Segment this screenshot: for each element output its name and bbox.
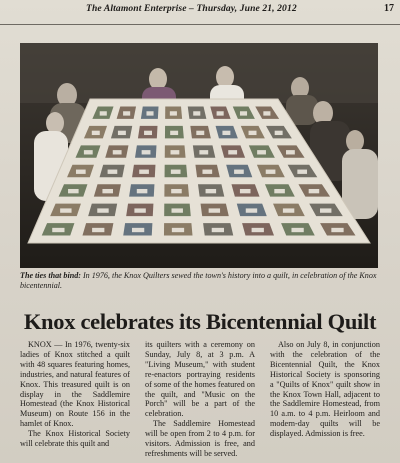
quilt-square-house	[171, 150, 180, 154]
quilt-square-house	[144, 131, 152, 135]
quilt-square-house	[52, 228, 64, 232]
caption-lead: The ties that bind:	[20, 271, 81, 280]
quilt-square-house	[309, 189, 320, 193]
quilt-square-house	[113, 150, 122, 154]
quilt-square-house	[60, 208, 71, 212]
quilt-square-house	[171, 189, 182, 193]
quilt-square-house	[257, 150, 266, 154]
quilt-square-house	[217, 111, 224, 115]
quilt-square-house	[234, 170, 244, 174]
quilt-square-house	[240, 111, 247, 115]
quilt-square-house	[137, 189, 148, 193]
quilt-square-house	[84, 150, 93, 154]
quilt-square-house	[263, 111, 270, 115]
quilt-square-house	[172, 208, 183, 212]
quilt-square-house	[142, 150, 151, 154]
quilt-square-house	[100, 111, 107, 115]
quilt-square-house	[108, 170, 118, 174]
article-headline: Knox celebrates its Bicentennial Quilt	[23, 309, 377, 334]
quilt-square-house	[212, 228, 224, 232]
quilt-square-house	[274, 189, 285, 193]
quilt-square-house	[170, 131, 178, 135]
quilt-square-house	[102, 189, 113, 193]
quilt-square-house	[246, 208, 257, 212]
quilt-square-house	[123, 111, 130, 115]
quilt-square-house	[68, 189, 79, 193]
quilt-square-house	[193, 111, 200, 115]
quilt-square-house	[139, 170, 149, 174]
quilt-square-house	[118, 131, 126, 135]
quilt-square-house	[170, 111, 177, 115]
quilt-square-house	[331, 228, 343, 232]
quilt-square-house	[320, 208, 331, 212]
quilt-square-house	[206, 189, 217, 193]
quilt-square-house	[228, 150, 237, 154]
article-photo	[20, 43, 378, 268]
quilt-photo-illustration	[20, 43, 378, 268]
quilt-square-house	[209, 208, 220, 212]
quilt-square-house	[97, 208, 108, 212]
quilt-square-house	[76, 170, 86, 174]
quilt-square-house	[146, 111, 153, 115]
quilt-square-house	[297, 170, 307, 174]
page-number: 17	[384, 3, 394, 14]
photo-caption	[20, 271, 380, 292]
quilt-square-house	[252, 228, 264, 232]
quilt-square-house	[132, 228, 144, 232]
quilt-square-house	[196, 131, 204, 135]
quilt-square-house	[286, 150, 295, 154]
page-header	[0, 0, 400, 25]
paragraph: The Saddlemire Homestead will be open from 2 to 4 p.m. for visitors. Admission is free, and refreshments will be served.	[145, 419, 255, 458]
paragraph: The Knox Historical Society will celebrate this quilt and	[20, 429, 130, 449]
article-body	[20, 340, 380, 460]
quilt-square-house	[222, 131, 230, 135]
paragraph: its quilters with a ceremony on Sunday, July 8, at 3 p.m. A "Living Museum," with student re-enactors portraying residents of some of the homes featured on the quilt, and "Music on the Porch" will be a part of the celebration.	[145, 340, 255, 419]
quilt-square-house	[199, 150, 208, 154]
quilt-square-house	[291, 228, 303, 232]
quilt-square-house	[92, 131, 100, 135]
paragraph: KNOX — In 1976, twenty-six ladies of Knox stitched a quilt with 48 squares featuring homes, industries, and natural features of Knox. This treasured quilt is on display in the Saddlemire Homestead (the Knox Historical Museum) on Route 156 in the hamlet of Knox.	[20, 340, 130, 429]
quilt-square-house	[171, 170, 181, 174]
paragraph: Also on July 8, in conjunction with the celebration of the Bicentennial Quilt, the Knox Historical Society is sponsoring a "Quilts of Knox" quilt show in the Knox Town Hall, adjacent to the Saddlemire Homestead, from 10 a.m. to 4 p.m. Heirloom and modern-day quilts will be displayed. Admission is free.	[270, 340, 380, 439]
quilt-square-house	[172, 228, 184, 232]
article-column-3	[270, 340, 380, 439]
quilt-square-house	[202, 170, 212, 174]
quilt-square-house	[240, 189, 251, 193]
quilt-square-house	[92, 228, 104, 232]
quilt-square-house	[275, 131, 283, 135]
article-column-1	[20, 340, 130, 449]
masthead-line: The Altamont Enterprise – Thursday, June 21, 2012	[86, 3, 297, 14]
caption-body: In 1976, the Knox Quilters sewed the town's history into a quilt, in celebration of the Knox bicentennial.	[20, 271, 377, 291]
quilt-square-house	[249, 131, 257, 135]
article-column-2	[145, 340, 255, 459]
quilt-square-house	[283, 208, 294, 212]
quilt-square-house	[266, 170, 276, 174]
quilt-square-house	[134, 208, 145, 212]
